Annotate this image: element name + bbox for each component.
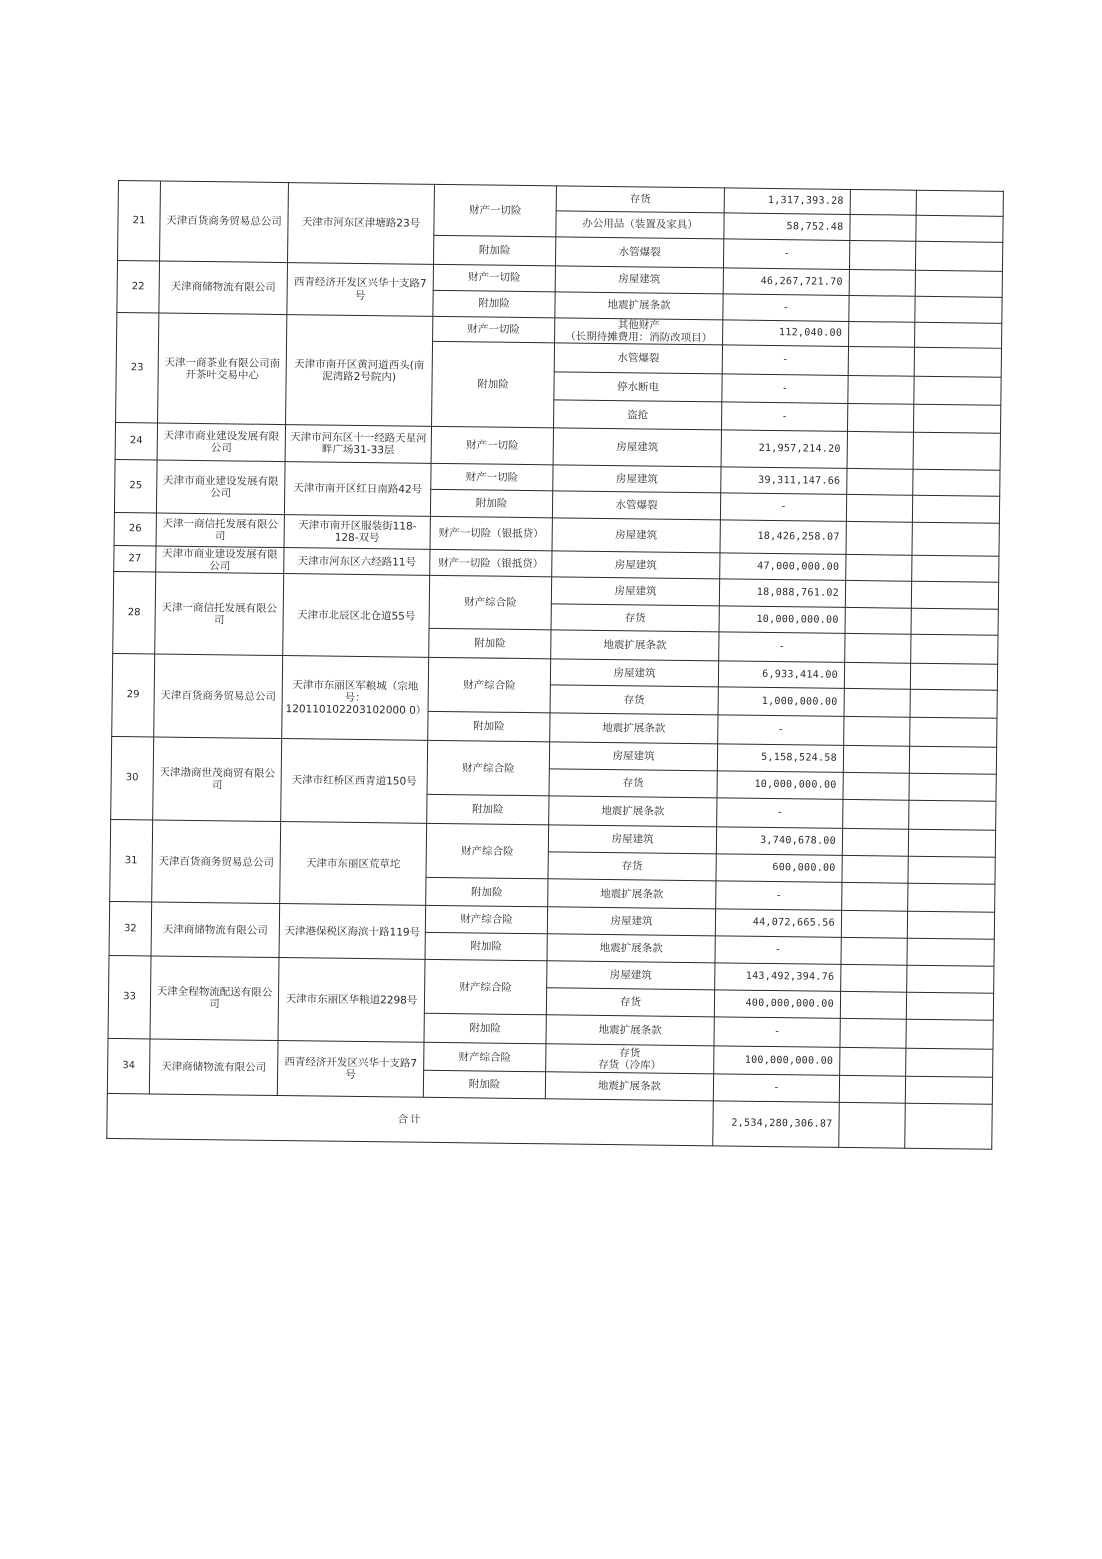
blank-cell	[911, 608, 998, 635]
insured-item: 地震扩展条款	[550, 713, 718, 744]
insured-amount: 39,311,147.66	[721, 467, 847, 495]
insured-amount: 21,957,214.20	[721, 430, 847, 469]
total-label: 合计	[107, 1094, 714, 1146]
row-number: 23	[116, 312, 159, 423]
company-name: 天津百货商务贸易总公司	[154, 654, 283, 739]
blank-cell	[912, 495, 999, 523]
insurance-type: 附加险	[428, 711, 550, 741]
blank-cell	[915, 296, 1002, 323]
insurance-type: 财产一切险（银抵贷）	[430, 549, 552, 576]
insured-amount: -	[723, 239, 849, 270]
address: 天津市红桥区西青道150号	[281, 739, 428, 824]
insurance-type: 财产综合险	[425, 905, 547, 933]
insurance-type: 财产综合险	[427, 740, 550, 795]
insured-item: 房屋建筑	[552, 518, 720, 553]
insurance-type: 附加险	[427, 794, 549, 824]
blank-cell	[843, 773, 909, 801]
insured-item: 房屋建筑	[547, 961, 715, 990]
row-number: 30	[111, 737, 154, 821]
blank-cell	[841, 965, 907, 993]
address: 天津市北辰区北仓道55号	[283, 574, 430, 658]
insured-amount: -	[720, 493, 846, 522]
insured-item: 房屋建筑	[550, 659, 718, 687]
insurance-type: 财产一切险	[433, 264, 555, 291]
insurance-type: 财产一切险（银抵贷）	[430, 516, 552, 550]
blank-cell	[906, 1048, 993, 1077]
insurance-type: 附加险	[425, 932, 547, 960]
insurance-type: 附加险	[424, 1013, 546, 1043]
insured-item: 地震扩展条款	[546, 1015, 714, 1046]
insurance-type: 附加险	[426, 877, 548, 906]
blank-cell	[841, 911, 907, 939]
blank-cell	[916, 190, 1003, 216]
blank-cell	[848, 376, 914, 405]
blank-cell	[913, 404, 1000, 433]
insured-item: 房屋建筑	[555, 266, 723, 294]
blank-cell	[845, 581, 911, 609]
insurance-type: 财产一切险	[431, 426, 553, 464]
address: 天津市东丽区军粮城（宗地号：120110102203102000 0）	[282, 656, 429, 741]
row-number: 27	[114, 546, 156, 573]
row-number: 31	[110, 820, 153, 903]
insured-item: 地震扩展条款	[548, 879, 716, 909]
insured-amount: -	[717, 798, 843, 829]
blank-cell	[844, 663, 910, 690]
company-name: 天津商储物流有限公司	[151, 902, 280, 958]
insured-amount: -	[722, 345, 848, 376]
blank-cell	[910, 717, 997, 747]
insurance-type: 附加险	[430, 489, 552, 517]
blank-cell	[911, 581, 998, 609]
insurance-type: 财产综合险	[426, 823, 549, 878]
blank-cell	[848, 347, 914, 377]
insured-item: 盗抢	[554, 400, 722, 430]
blank-cell	[849, 295, 915, 322]
insured-amount: -	[713, 1074, 839, 1103]
blank-cell	[840, 1048, 906, 1077]
total-row	[107, 1094, 992, 1150]
insured-amount: 1,317,393.28	[724, 188, 850, 215]
blank-cell	[842, 856, 908, 884]
insured-amount: 10,000,000.00	[719, 606, 845, 634]
insurance-type: 财产一切险	[431, 463, 553, 490]
blank-cell	[905, 1076, 992, 1104]
company-name: 天津市商业建设发展有限公司	[156, 546, 284, 574]
row-number: 22	[117, 261, 160, 314]
address: 天津市东丽区华粮道2298号	[278, 958, 425, 1043]
blank-cell	[907, 965, 994, 993]
blank-cell	[844, 717, 910, 747]
address: 天津市河东区六经路11号	[284, 548, 430, 576]
row-number: 29	[112, 654, 155, 738]
insured-amount: -	[721, 402, 847, 432]
blank-cell	[847, 469, 913, 496]
insured-amount: 5,158,524.58	[717, 744, 843, 773]
insured-item: 水管爆裂	[555, 237, 723, 268]
company-name: 天津一商信托发展有限公司	[155, 572, 284, 656]
company-name: 天津市商业建设发展有限公司	[157, 423, 285, 462]
blank-cell	[840, 992, 906, 1020]
blank-cell	[842, 829, 908, 857]
insurance-type: 附加险	[423, 1070, 545, 1098]
company-name: 天津渤商世茂商贸有限公司	[153, 737, 282, 822]
blank-cell	[846, 495, 912, 523]
insurance-type: 财产综合险	[428, 657, 551, 712]
insured-amount: -	[715, 936, 841, 965]
row-number: 33	[108, 956, 151, 1040]
address: 天津市南开区黄河道西头(南泥湾路2号院内)	[286, 315, 433, 427]
total-amount: 2,534,280,306.87	[713, 1101, 840, 1148]
insured-item: 房屋建筑	[548, 825, 716, 854]
blank-cell	[909, 773, 996, 801]
blank-cell	[912, 522, 999, 556]
blank-cell	[849, 240, 915, 270]
insured-item: 其他财产 （长期待摊费用：消防改项目）	[555, 318, 723, 345]
company-name: 天津全程物流配送有限公司	[150, 956, 279, 1041]
insured-item: 存货	[551, 604, 719, 632]
insurance-type: 财产一切险	[434, 184, 557, 236]
blank-cell	[845, 634, 911, 664]
blank-cell	[910, 689, 997, 718]
blank-cell	[844, 689, 910, 718]
blank-cell	[906, 1019, 993, 1049]
insured-item: 存货	[556, 186, 724, 213]
insured-amount: 1,000,000.00	[718, 687, 844, 717]
insurance-type: 财产综合险	[424, 959, 547, 1014]
insured-item: 存货	[548, 852, 716, 881]
address: 天津市南开区服装街118-128-双号	[284, 515, 430, 550]
blank-cell	[912, 555, 999, 582]
insured-amount: -	[714, 1017, 840, 1048]
blank-cell	[839, 1103, 906, 1149]
blank-cell	[840, 1019, 906, 1049]
row-number: 21	[118, 181, 161, 262]
insured-amount: -	[723, 294, 849, 322]
blank-cell	[847, 404, 913, 433]
insured-item: 房屋建筑	[551, 577, 719, 606]
insured-item: 房屋建筑	[553, 428, 721, 467]
insured-item: 水管爆裂	[554, 343, 722, 374]
insured-amount: -	[719, 632, 845, 663]
blank-cell	[911, 634, 998, 664]
blank-cell	[906, 992, 993, 1020]
blank-cell	[905, 1103, 993, 1149]
insured-item: 地震扩展条款	[549, 796, 717, 827]
insured-amount: -	[718, 715, 844, 746]
insurance-type: 附加险	[432, 341, 555, 427]
insured-item: 存货	[546, 988, 714, 1017]
insurance-type: 附加险	[433, 235, 555, 265]
blank-cell	[910, 663, 997, 690]
blank-cell	[843, 800, 909, 830]
blank-cell	[846, 555, 912, 582]
company-name: 天津市商业建设发展有限公司	[156, 460, 285, 515]
company-name: 天津一商信托发展有限公司	[156, 513, 284, 548]
blank-cell	[907, 938, 994, 966]
insured-amount: 112,040.00	[723, 320, 849, 347]
blank-cell	[915, 322, 1002, 348]
insured-amount: 10,000,000.00	[717, 771, 843, 800]
row-number: 28	[113, 572, 156, 655]
insurance-type: 财产综合险	[424, 1042, 546, 1071]
address: 天津市南开区红日南路42号	[284, 462, 431, 517]
address: 天津市河东区津塘路23号	[288, 183, 435, 265]
blank-cell	[914, 347, 1001, 377]
address: 西青经济开发区兴华十支路7号	[287, 263, 434, 317]
blank-cell	[916, 215, 1003, 242]
blank-cell	[842, 883, 908, 912]
address: 天津市河东区十一经路天星河畔广场31-33层	[285, 425, 431, 464]
company-name: 天津一商茶业有限公司南开茶叶交易中心	[158, 313, 287, 425]
blank-cell	[849, 321, 915, 347]
insured-amount: 6,933,414.00	[718, 661, 844, 689]
row-number: 26	[114, 513, 156, 547]
blank-cell	[908, 829, 995, 857]
insured-amount: 44,072,665.56	[715, 909, 841, 938]
insurance-type: 财产一切险	[433, 316, 555, 343]
company-name: 天津商储物流有限公司	[159, 261, 288, 315]
blank-cell	[913, 432, 1000, 470]
blank-cell	[908, 883, 995, 912]
address: 西青经济开发区兴华十支路7号	[277, 1041, 424, 1098]
insurance-type: 财产综合险	[429, 575, 552, 629]
insured-item: 停水断电	[554, 372, 722, 402]
blank-cell	[909, 746, 996, 774]
insurance-type: 附加险	[433, 290, 555, 317]
blank-cell	[845, 608, 911, 635]
insured-item: 房屋建筑	[549, 742, 717, 771]
insured-amount: 600,000.00	[716, 854, 842, 883]
insured-item: 房屋建筑	[547, 907, 715, 936]
blank-cell	[913, 469, 1000, 496]
address: 天津港保税区海滨十路119号	[279, 904, 426, 960]
row-number: 24	[115, 423, 157, 461]
insured-item: 地震扩展条款	[555, 292, 723, 320]
insured-item: 房屋建筑	[553, 465, 721, 493]
blank-cell	[843, 746, 909, 774]
company-name: 天津百货商务贸易总公司	[152, 820, 281, 904]
blank-cell	[915, 241, 1002, 271]
insured-amount: 58,752.48	[724, 213, 850, 241]
insured-item: 地震扩展条款	[551, 630, 719, 661]
blank-cell	[909, 800, 996, 830]
insured-item: 房屋建筑	[552, 551, 720, 579]
insured-amount: 18,088,761.02	[719, 579, 845, 608]
insured-amount: 46,267,721.70	[723, 268, 849, 296]
blank-cell	[846, 522, 912, 556]
insured-item: 水管爆裂	[552, 491, 720, 520]
page-frame	[106, 180, 1003, 1150]
insured-item: 存货	[550, 685, 718, 715]
company-name: 天津商储物流有限公司	[149, 1039, 278, 1096]
blank-cell	[915, 270, 1002, 297]
insured-item: 地震扩展条款	[545, 1072, 713, 1101]
blank-cell	[841, 938, 907, 966]
blank-cell	[839, 1076, 905, 1104]
blank-cell	[847, 432, 913, 470]
insurance-type: 附加险	[429, 628, 551, 658]
blank-cell	[907, 911, 994, 939]
insured-amount: -	[716, 881, 842, 911]
insured-amount: 18,426,258.07	[720, 520, 846, 555]
blank-cell	[849, 269, 915, 296]
insured-amount: 47,000,000.00	[720, 553, 846, 581]
row-number: 32	[109, 902, 152, 957]
insured-amount: 400,000,000.00	[714, 990, 840, 1019]
insured-item: 办公用品（装置及家具）	[556, 211, 724, 239]
row-number: 34	[107, 1039, 150, 1095]
blank-cell	[914, 376, 1001, 405]
insured-amount: 3,740,678.00	[716, 827, 842, 856]
insured-amount: 143,492,394.76	[715, 963, 841, 992]
insurance-schedule-table	[106, 180, 1004, 1150]
insured-item: 地震扩展条款	[547, 934, 715, 963]
insured-amount: 100,000,000.00	[714, 1046, 840, 1076]
address: 天津市东丽区荒草坨	[280, 822, 427, 906]
blank-cell	[850, 214, 916, 241]
insured-amount: -	[722, 374, 848, 404]
row-number: 25	[114, 460, 157, 514]
blank-cell	[908, 856, 995, 884]
blank-cell	[850, 189, 916, 215]
company-name: 天津百货商务贸易总公司	[160, 181, 289, 263]
insured-item: 存货 存货（冷库）	[546, 1044, 714, 1074]
insured-item: 存货	[549, 769, 717, 798]
